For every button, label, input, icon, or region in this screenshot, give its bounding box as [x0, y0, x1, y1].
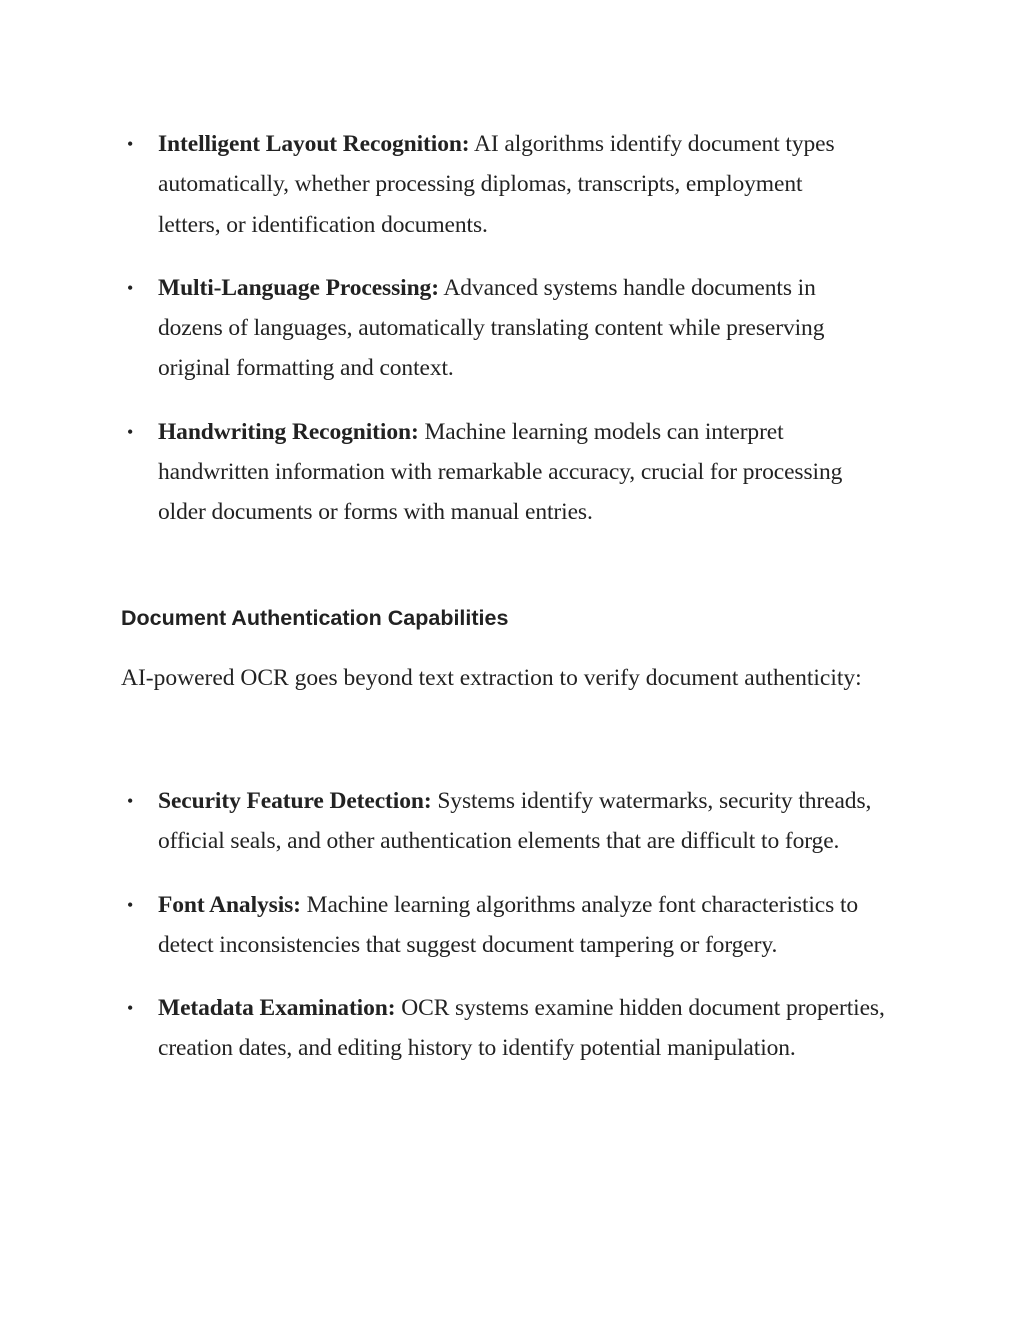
- bullet-icon: •: [127, 998, 134, 1019]
- list-item: [121, 988, 943, 1069]
- item-text: Machine learning models can interpret handwritten information with remarkable accuracy, crucial for processing older documents or forms with manual entries.: [158, 418, 843, 526]
- item-term: Font Analysis:: [158, 891, 301, 918]
- list-item: [121, 124, 848, 245]
- item-term: Intelligent Layout Recognition:: [158, 131, 470, 157]
- item-term: Handwriting Recognition:: [158, 418, 419, 445]
- item-text: AI algorithms identify document types automatically, whether processing diplomas, transcripts, employment letters, or identification documents.: [158, 131, 835, 238]
- list-item: [121, 268, 868, 389]
- item-term: Multi-Language Processing:: [158, 274, 439, 301]
- bullet-icon: •: [127, 791, 134, 811]
- list-item: [121, 412, 878, 533]
- authentication-list: [121, 781, 911, 1092]
- intro-paragraph: AI-powered OCR goes beyond text extraction to verify document authenticity:: [121, 665, 862, 691]
- list-item: [121, 885, 878, 966]
- list-item: [121, 781, 918, 862]
- item-text: Advanced systems handle documents in dozens of languages, automatically translating content while preserving original formatting and context.: [158, 274, 825, 382]
- bullet-icon: •: [127, 277, 134, 298]
- bullet-icon: •: [127, 134, 134, 154]
- bullet-icon: •: [127, 894, 134, 915]
- item-text: Systems identify watermarks, security threads, official seals, and other authentication elements that are difficult to forge.: [158, 788, 872, 855]
- bullet-icon: •: [127, 421, 134, 442]
- item-text: OCR systems examine hidden document properties, creation dates, and editing history to identify potential manipulation.: [158, 995, 885, 1062]
- item-term: Security Feature Detection:: [158, 788, 432, 814]
- feature-list: [121, 124, 881, 556]
- section-heading: Document Authentication Capabilities: [121, 606, 509, 630]
- item-term: Metadata Examination:: [158, 995, 396, 1022]
- item-text: Machine learning algorithms analyze font characteristics to detect inconsistencies that suggest document tampering or forgery.: [158, 891, 859, 958]
